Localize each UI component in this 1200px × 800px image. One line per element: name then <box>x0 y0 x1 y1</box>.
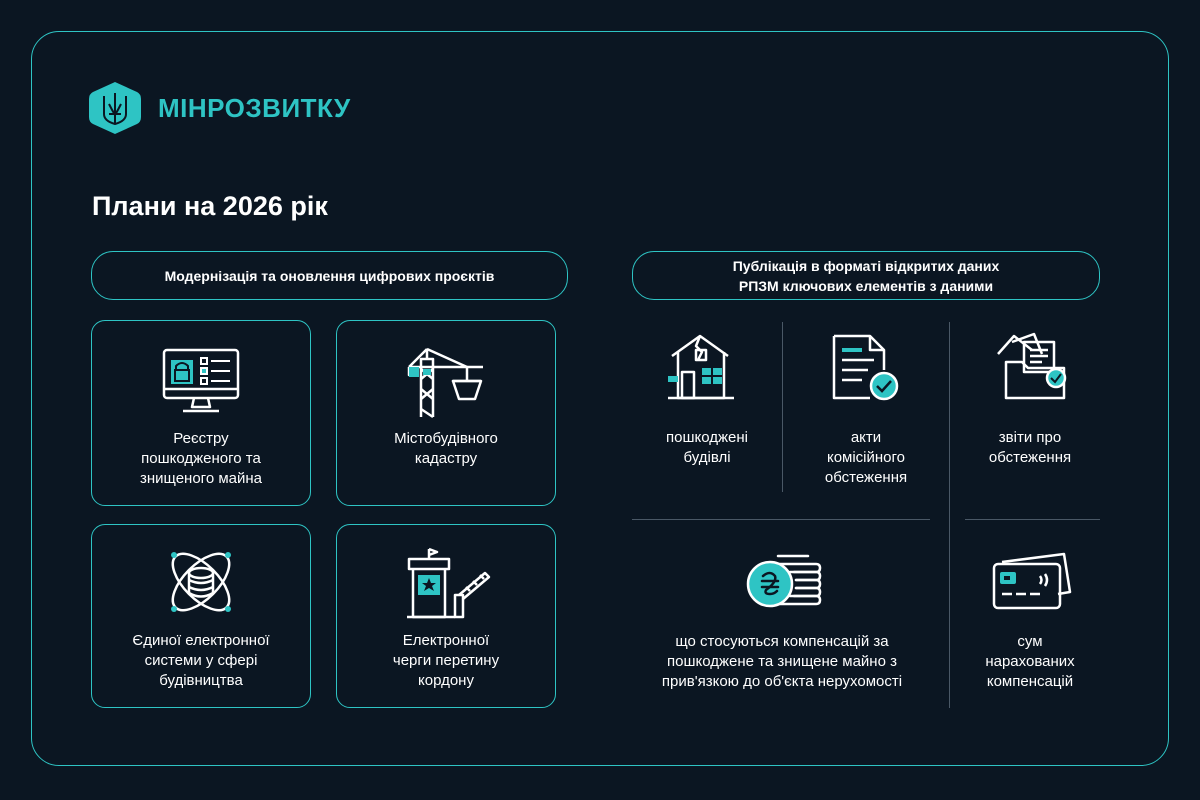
card-label <box>92 631 310 691</box>
item-label-line: що стосуються компенсацій за <box>675 633 889 650</box>
document-check-icon <box>830 332 900 402</box>
card-label-line: знищеного майна <box>140 470 262 487</box>
item-label <box>962 632 1098 692</box>
item-label <box>962 428 1098 468</box>
monitor-lock-icon <box>161 347 241 417</box>
card-label <box>92 429 310 489</box>
item-label-line: нарахованих <box>985 653 1075 670</box>
item-label-line: сум <box>1017 633 1043 650</box>
section-heading-left-text: Модернізація та оновлення цифрових проєктів <box>164 267 495 284</box>
page-title: Плани на 2026 рік <box>92 191 328 221</box>
damaged-house-icon <box>666 332 736 402</box>
border-checkpoint-icon <box>403 547 489 621</box>
card-label-line: системи у сфері <box>144 652 258 669</box>
divider-vertical <box>949 322 950 708</box>
card-label-line: Електронної <box>402 632 490 649</box>
ministry-logo <box>87 80 143 136</box>
divider-horizontal <box>965 519 1100 520</box>
item-label-line: прив'язкою до об'єкта нерухомості <box>661 673 903 690</box>
divider-vertical <box>782 322 783 492</box>
section-heading-right-line: РПЗМ ключових елементів з даними <box>738 277 994 294</box>
card-label-line: кордону <box>418 672 474 689</box>
section-heading-right <box>632 251 1100 300</box>
card-border-queue <box>336 524 556 708</box>
payment-card-icon <box>992 552 1072 610</box>
card-label-line: черги перетину <box>392 652 500 669</box>
item-label-line: пошкоджені <box>666 429 748 446</box>
card-urban-cadastre <box>336 320 556 506</box>
brand-name: МІНРОЗВИТКУ <box>158 93 351 123</box>
card-label-line: кадастру <box>414 450 478 467</box>
card-unified-construction-system <box>91 524 311 708</box>
item-label-line: компенсацій <box>986 673 1074 690</box>
item-label-line: обстеження <box>988 449 1072 466</box>
card-label <box>337 631 555 691</box>
card-label-line: пошкодженого та <box>141 450 261 467</box>
item-label-line: будівлі <box>683 449 731 466</box>
crane-icon <box>405 345 487 419</box>
card-label-line: будівництва <box>159 672 243 689</box>
card-damaged-property-registry <box>91 320 311 506</box>
database-orbit-icon <box>162 543 240 621</box>
card-label-line: Реєстру <box>173 430 229 447</box>
card-label-line: Містобудівного <box>394 430 498 447</box>
section-heading-left <box>91 251 568 300</box>
item-label-line: комісійного <box>826 449 906 466</box>
item-label-line: акти <box>850 429 882 446</box>
reports-folder-icon <box>994 332 1070 402</box>
item-label-line: пошкоджене та знищене майно з <box>667 653 897 670</box>
item-label <box>632 428 782 468</box>
item-label-line: обстеження <box>824 469 908 486</box>
card-label <box>337 429 555 469</box>
section-heading-right-line: Публікація в форматі відкритих даних <box>732 257 1000 274</box>
card-label-line: Єдиної електронної <box>132 632 270 649</box>
hryvnia-coins-icon <box>744 552 822 610</box>
item-label <box>632 632 932 692</box>
item-label-line: звіти про <box>998 429 1062 446</box>
item-label <box>792 428 940 488</box>
divider-horizontal <box>632 519 930 520</box>
